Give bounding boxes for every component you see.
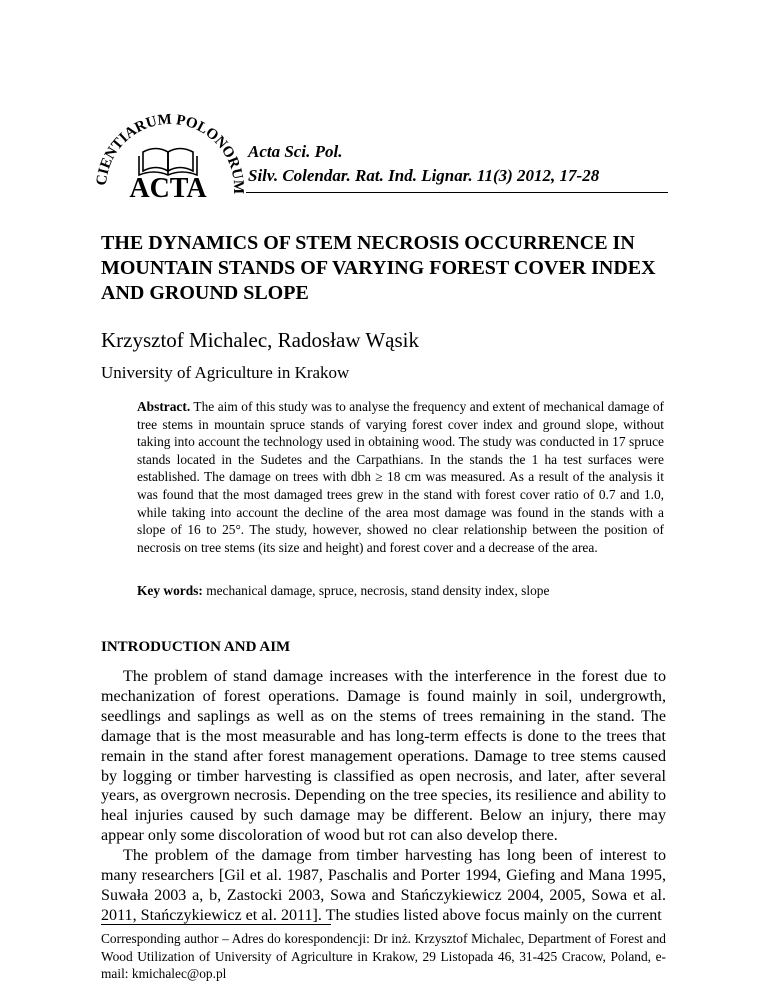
keywords-text: mechanical damage, spruce, necrosis, stand density index, slope bbox=[206, 583, 550, 598]
keywords bbox=[137, 582, 664, 600]
abstract bbox=[137, 398, 664, 556]
logo-arc-text: CIENTIARUM POLONORU bbox=[94, 111, 244, 187]
body-paragraph: The problem of the damage from timber harvesting has long been of interest to many researchers [Gil et al. 1987, Paschalis and Porter 1994, Giefing and Mana 1995, Suwała 2003 a, b, Zastocki 2003, Sowa and Stańczykiewicz 2004, 2005, Sowa et al. 2011, Stańczykiewicz et al. 2011]. The studies listed above focus mainly on the current bbox=[101, 847, 666, 924]
journal-name: Acta Sci. Pol. bbox=[248, 142, 343, 161]
footnote: Corresponding author – Adres do korespondencji: Dr inż. Krzysztof Michalec, Department of Forest and Wood Utilization of University of Agriculture in Krakow, 29 Listopada 46, 31-425 Cracow, Poland, e-mail: kmichalec@op.pl bbox=[101, 931, 666, 982]
abstract-label: Abstract. bbox=[137, 399, 191, 414]
keywords-label: Key words: bbox=[137, 583, 203, 598]
section-body bbox=[101, 667, 666, 926]
paper-authors: Krzysztof Michalec, Radosław Wąsik bbox=[101, 328, 420, 352]
body-paragraph: The problem of stand damage increases with the interference in the forest due to mechanization of forest operations. Damage is found mainly in soil, undergrowth, seedlings and saplings as well as on the stems of trees remaining in the stand. The damage that is the most measurable and has long-term effects is done to the trees that remain in the stand after forest management operations. Damage to tree stems caused by logging or timber harvesting is classified as open necrosis, and later, after several years, as overgrown necrosis. Depending on the tree species, its resilience and ability to heal injuries caused by such damage may be different. Below an injury, there may appear only some discoloration of wood but rot can also develop there. bbox=[101, 668, 666, 845]
header-rule bbox=[246, 192, 668, 193]
journal-header bbox=[248, 140, 599, 188]
logo-wordmark: ACTA bbox=[129, 173, 207, 200]
logo-graphic bbox=[94, 108, 244, 200]
open-book-icon bbox=[139, 149, 197, 176]
journal-citation: Silv. Colendar. Rat. Ind. Lignar. 11(3) 2012, 17-28 bbox=[248, 166, 600, 185]
abstract-text: The aim of this study was to analyse the frequency and extent of mechanical damage of tree stems in mountain spruce stands of varying forest cover index and ground slope, without taking into account the technology used in obtaining wood. The study was conducted in 17 spruce stands located in the Sudetes and the Carpathians. In the stands the 1 ha test surfaces were established. The damage on trees with dbh ≥ 18 cm was measured. As a result of the analysis it was found that the most damaged trees grew in the stand with forest cover ratio of 0.7 and 1.0, while taking into account the decline of the area most damage was found in the stands with a slope of 16 to 25°. The study, however, showed no clear relationship between the position of necrosis on tree stems (its size and height) and forest cover and a decrease of the area. bbox=[137, 399, 665, 555]
section-heading: INTRODUCTION AND AIM bbox=[101, 639, 291, 655]
author-affiliation: University of Agriculture in Krakow bbox=[101, 363, 350, 382]
footnote-rule bbox=[101, 924, 331, 925]
journal-logo bbox=[94, 108, 244, 200]
paper-title: THE DYNAMICS OF STEM NECROSIS OCCURRENCE IN MOUNTAIN STANDS OF VARYING FOREST COVER INDEX AND GROUND SLOPE bbox=[101, 232, 656, 304]
